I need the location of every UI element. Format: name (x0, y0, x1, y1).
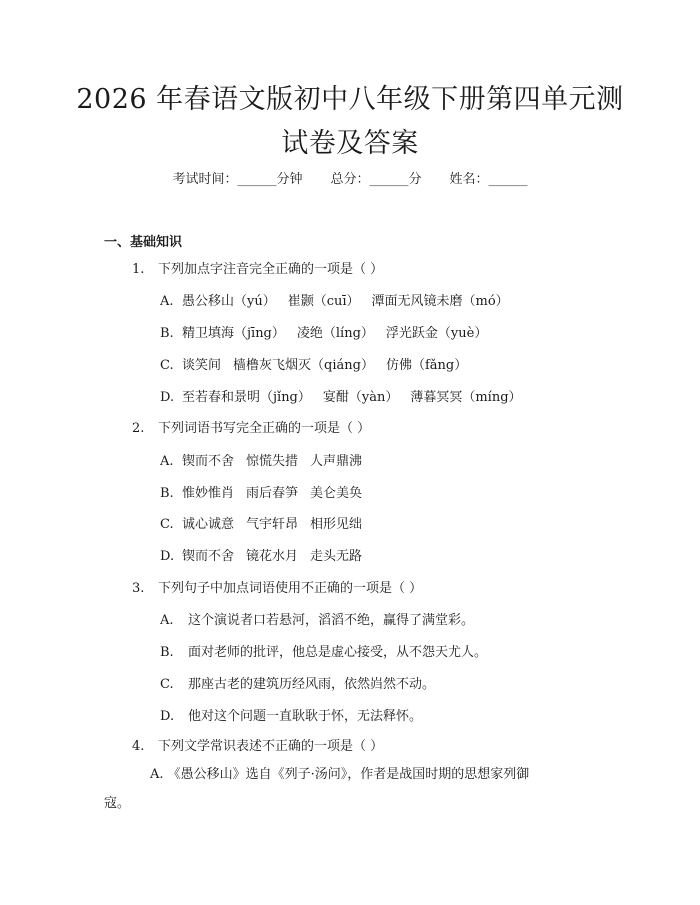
exam-info (0, 168, 700, 187)
q2-option-a (160, 453, 362, 471)
option-part: 美仑美奂 (310, 486, 363, 501)
section-title: 一、基础知识 (104, 235, 183, 250)
title-line-2: 试卷及答案 (281, 128, 419, 159)
option-part: 这个演说者口若悬河，滔滔不绝，赢得了满堂彩。 (188, 613, 475, 628)
option-part: 浮光跃金（yuè） (385, 326, 488, 341)
option-part: 镜花水月 (246, 549, 299, 564)
option-letter: B. (160, 326, 174, 341)
option-letter: C. (160, 517, 174, 532)
q1-option-d (160, 389, 522, 407)
question-text: 下列加点字注音完全正确的一项是（ ） (158, 262, 384, 277)
option-part: 宴酣（yàn） (322, 390, 399, 405)
option-part: 潭面无风镜未磨（mó） (371, 294, 509, 309)
option-part: 相形见绌 (310, 517, 363, 532)
option-part: 走头无路 (310, 549, 363, 564)
q1-option-c (160, 357, 467, 375)
option-letter: D. (160, 390, 175, 405)
question-number: 3. (132, 581, 145, 596)
q3-option-a (160, 612, 474, 630)
option-part: 至若春和景明（jǐng） (182, 390, 311, 405)
option-letter: D. (160, 549, 175, 564)
exam-score: 总分：______分 (330, 172, 422, 187)
option-part: 诚心诚意 (182, 517, 235, 532)
question-2 (132, 420, 370, 438)
q3-option-b (160, 644, 487, 662)
title-line-1: 2026 年春语文版初中八年级下册第四单元测 (76, 84, 624, 115)
q3-option-d (160, 708, 422, 726)
student-name: 姓名：______ (449, 172, 528, 187)
option-part: 惊慌失措 (246, 454, 299, 469)
q3-option-c (160, 676, 435, 694)
question-text: 下列词语书写完全正确的一项是（ ） (158, 421, 371, 436)
option-part: 樯橹灰飞烟灭（qiáng） (233, 358, 374, 373)
option-part: 锲而不舍 (182, 549, 235, 564)
question-4 (132, 738, 383, 756)
document-title (0, 78, 700, 166)
question-number: 1. (132, 262, 145, 277)
q1-option-b (160, 325, 487, 343)
option-letter: A. (160, 613, 174, 628)
option-letter: A. (160, 294, 174, 309)
option-part: 面对老师的批评，他总是虚心接受，从不怨天尤人。 (188, 645, 488, 660)
option-part: 惟妙惟肖 (182, 486, 235, 501)
option-letter: D. (160, 709, 175, 724)
option-part: 仿佛（fǎng） (385, 358, 468, 373)
option-part: 薄暮冥冥（míng） (410, 390, 522, 405)
option-part: 凌绝（líng） (296, 326, 374, 341)
option-part: 那座古老的建筑历经风雨，依然岿然不动。 (188, 677, 436, 692)
q4-option-a-line-1: A. 《愚公移山》选自《列子·汤问》，作者是战国时期的思想家列御 (150, 767, 530, 782)
option-part: 人声鼎沸 (310, 454, 363, 469)
option-letter: C. (160, 677, 174, 692)
option-part: 雨后春笋 (246, 486, 299, 501)
question-text: 下列句子中加点词语使用不正确的一项是（ ） (158, 581, 423, 596)
question-1 (132, 261, 383, 279)
option-letter: A. (160, 454, 174, 469)
exam-time: 考试时间：______分钟 (172, 172, 303, 187)
question-number: 4. (132, 739, 145, 754)
question-3 (132, 580, 422, 598)
option-part: 锲而不舍 (182, 454, 235, 469)
option-part: 气宇轩昂 (246, 517, 299, 532)
q2-option-c (160, 516, 362, 534)
option-letter: B. (160, 645, 174, 660)
option-part: 谈笑间 (182, 358, 222, 373)
option-letter: C. (160, 358, 174, 373)
q1-option-a (160, 293, 509, 311)
question-text: 下列文学常识表述不正确的一项是（ ） (158, 739, 384, 754)
option-part: 愚公移山（yú） (182, 294, 276, 309)
option-part: 精卫填海（jīng） (182, 326, 285, 341)
q2-option-b (160, 485, 362, 503)
question-number: 2. (132, 421, 145, 436)
q4-option-a-line-2: 寇。 (104, 796, 131, 811)
option-part: 崔颢（cuī） (287, 294, 360, 309)
option-letter: B. (160, 486, 174, 501)
q2-option-d (160, 548, 362, 566)
option-part: 他对这个问题一直耿耿于怀，无法释怀。 (188, 709, 423, 724)
